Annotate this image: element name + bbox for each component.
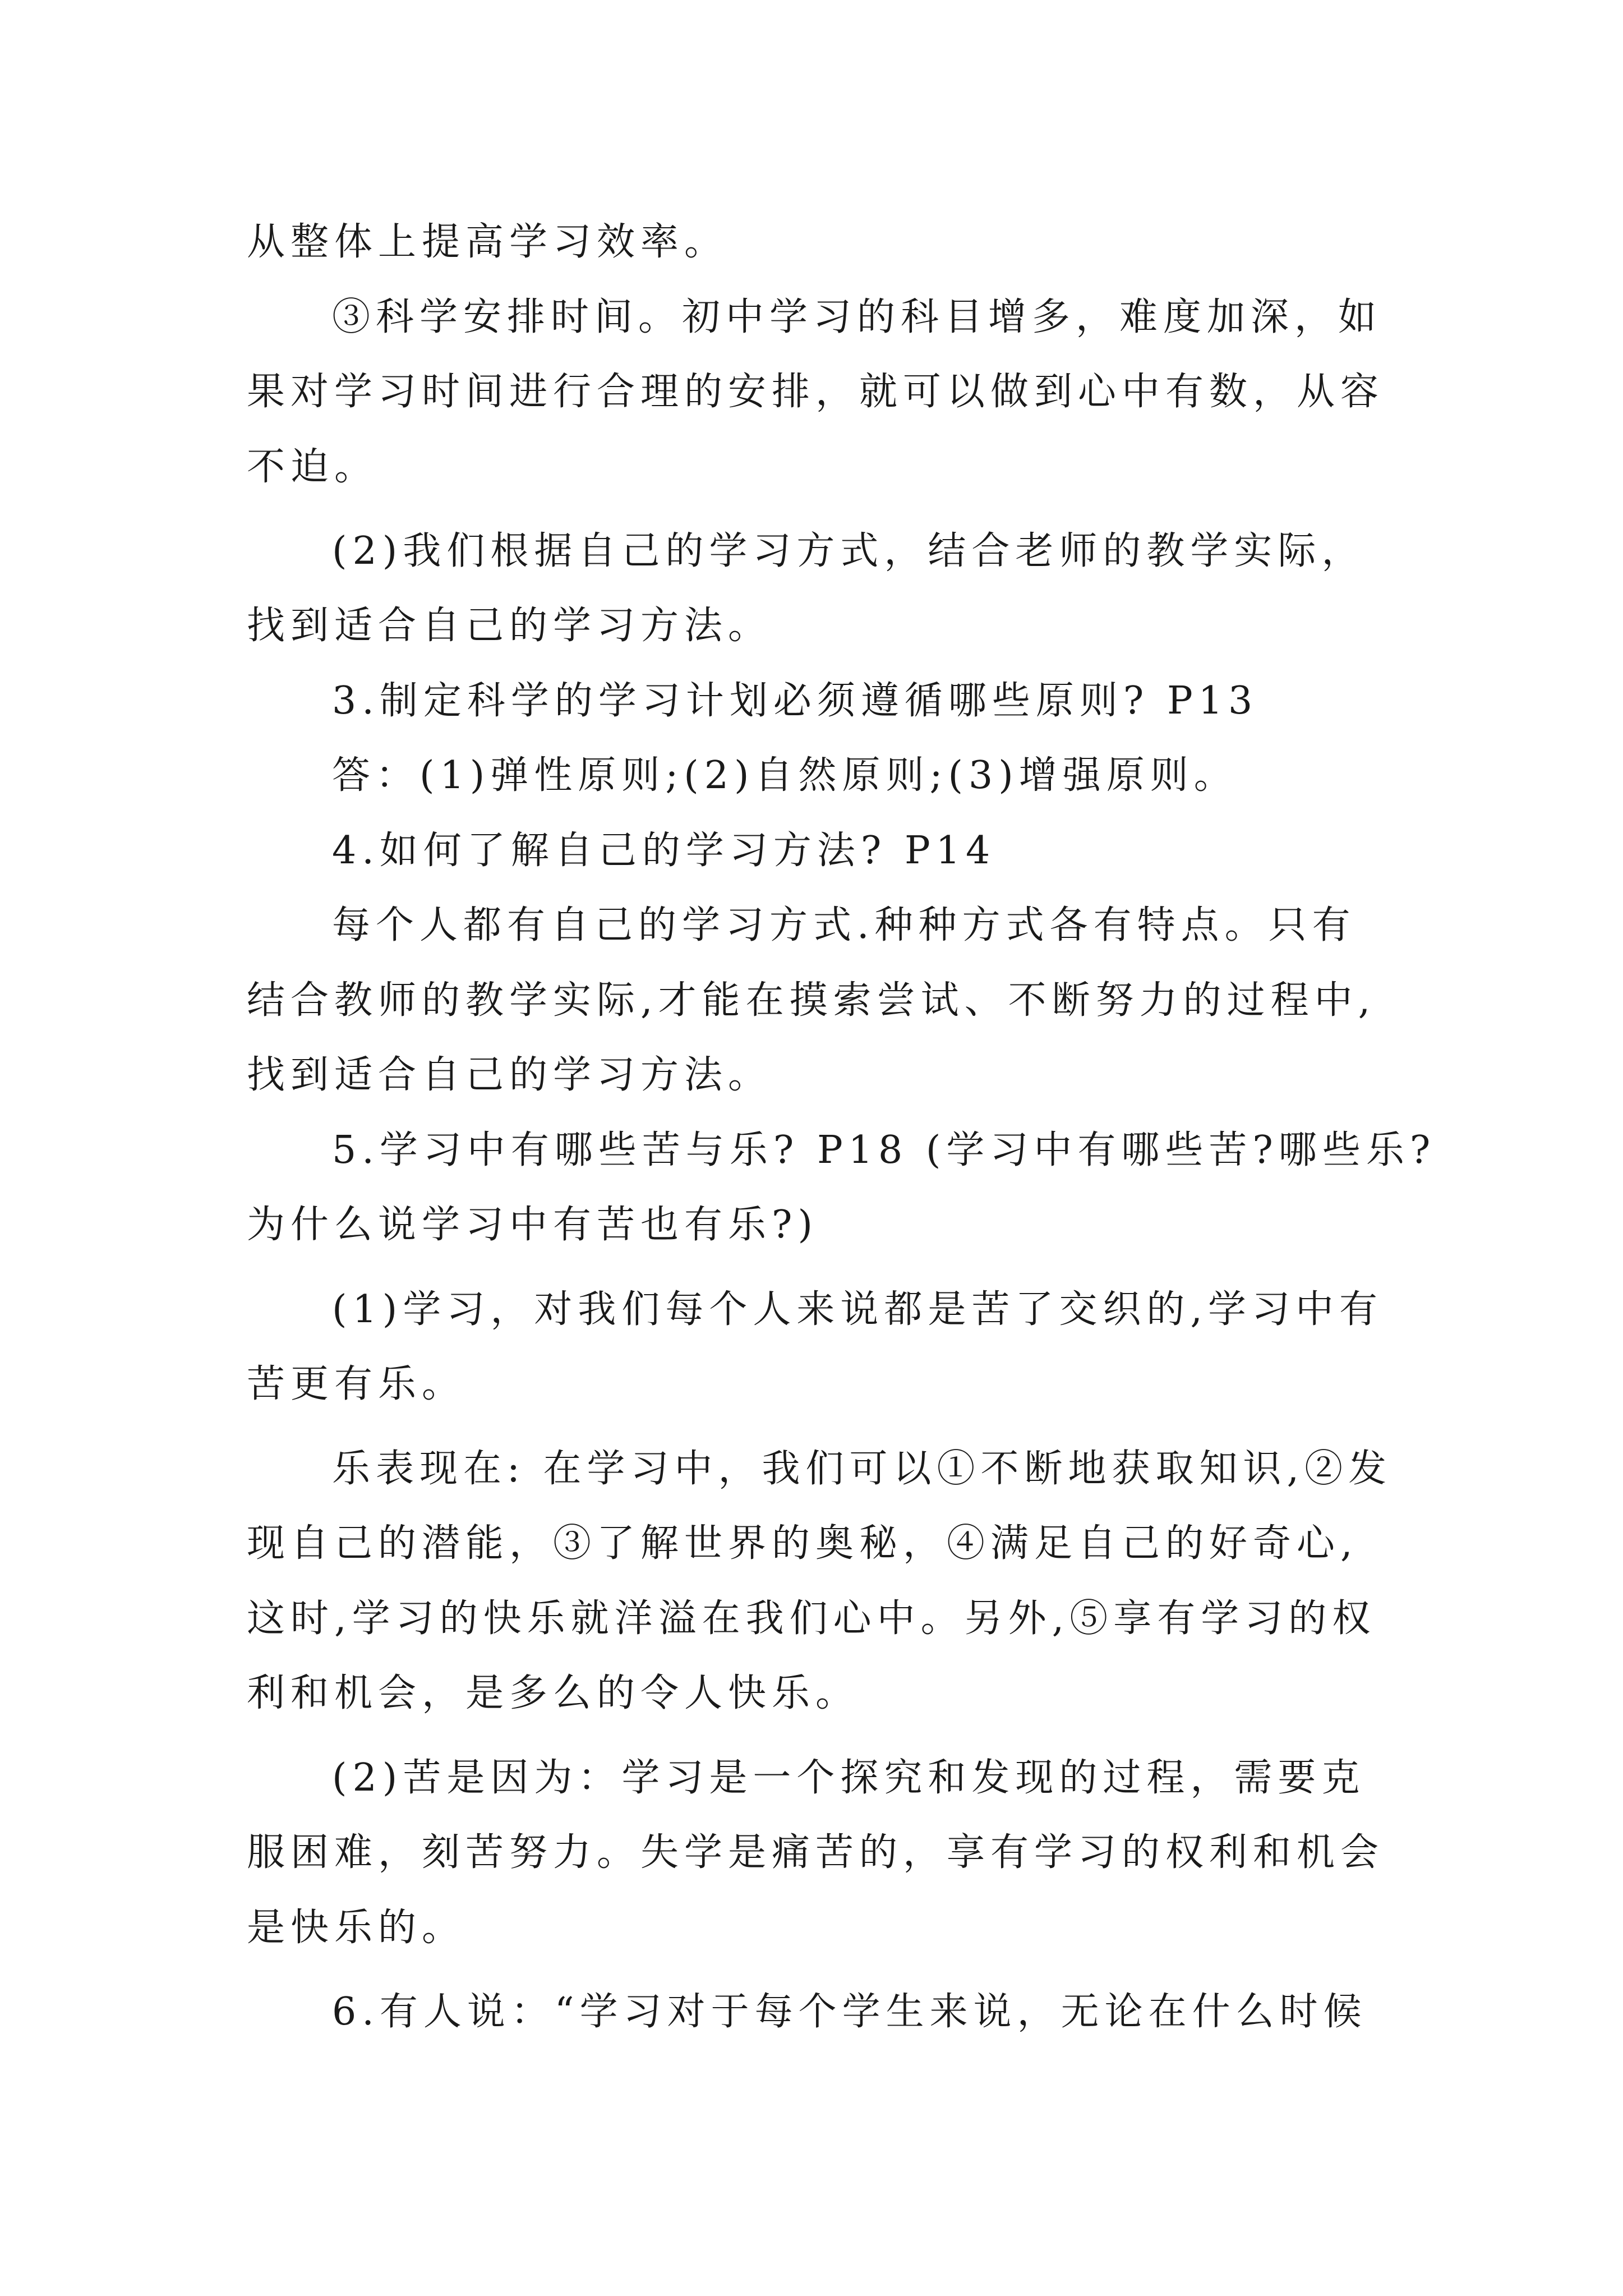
text-line: 利和机会，是多么的令人快乐。: [247, 1671, 860, 1715]
text-line: 从整体上提高学习效率。: [247, 220, 728, 264]
text-line: 乐表现在: 在学习中，我们可以①不断地获取知识,②发: [332, 1447, 1393, 1491]
text-line: 这时,学习的快乐就洋溢在我们心中。另外,⑤享有学习的权: [247, 1596, 1376, 1641]
text-line: (1)学习，对我们每个人来说都是苦了交织的,学习中有: [332, 1287, 1383, 1332]
text-line: 苦更有乐。: [247, 1362, 466, 1406]
text-line: 每个人都有自己的学习方式.种种方式各有特点。只有: [332, 903, 1356, 947]
text-line: 3.制定科学的学习计划必须遵循哪些原则? P13: [332, 679, 1258, 723]
text-line: 4.如何了解自己的学习方法? P14: [332, 829, 996, 873]
text-line: 现自己的潜能，③了解世界的奥秘，④满足自己的好奇心,: [247, 1521, 1358, 1566]
text-line: (2)苦是因为：学习是一个探究和发现的过程，需要克: [332, 1756, 1366, 1800]
text-line: 是快乐的。: [247, 1906, 466, 1950]
text-line: ③科学安排时间。初中学习的科目增多，难度加深，如: [332, 295, 1382, 339]
text-line: 结合教师的教学实际,才能在摸索尝试、不断努力的过程中,: [247, 978, 1376, 1023]
text-line: 果对学习时间进行合理的安排，就可以做到心中有数，从容: [247, 370, 1385, 414]
text-line: (2)我们根据自己的学习方式，结合老师的教学实际，: [332, 529, 1366, 573]
text-line: 服困难，刻苦努力。失学是痛苦的，享有学习的权利和机会: [247, 1830, 1385, 1875]
text-line: 找到适合自己的学习方法。: [247, 604, 772, 648]
text-line: 为什么说学习中有苦也有乐?): [247, 1203, 818, 1247]
text-line: 5.学习中有哪些苦与乐? P18 (学习中有哪些苦?哪些乐?: [332, 1128, 1436, 1172]
text-line: 不迫。: [247, 445, 379, 489]
text-line: 答：(1)弹性原则;(2)自然原则;(3)增强原则。: [332, 753, 1238, 798]
text-line: 找到适合自己的学习方法。: [247, 1053, 772, 1097]
text-line: 6.有人说：“学习对于每个学生来说，无论在什么时候: [332, 1990, 1367, 2034]
